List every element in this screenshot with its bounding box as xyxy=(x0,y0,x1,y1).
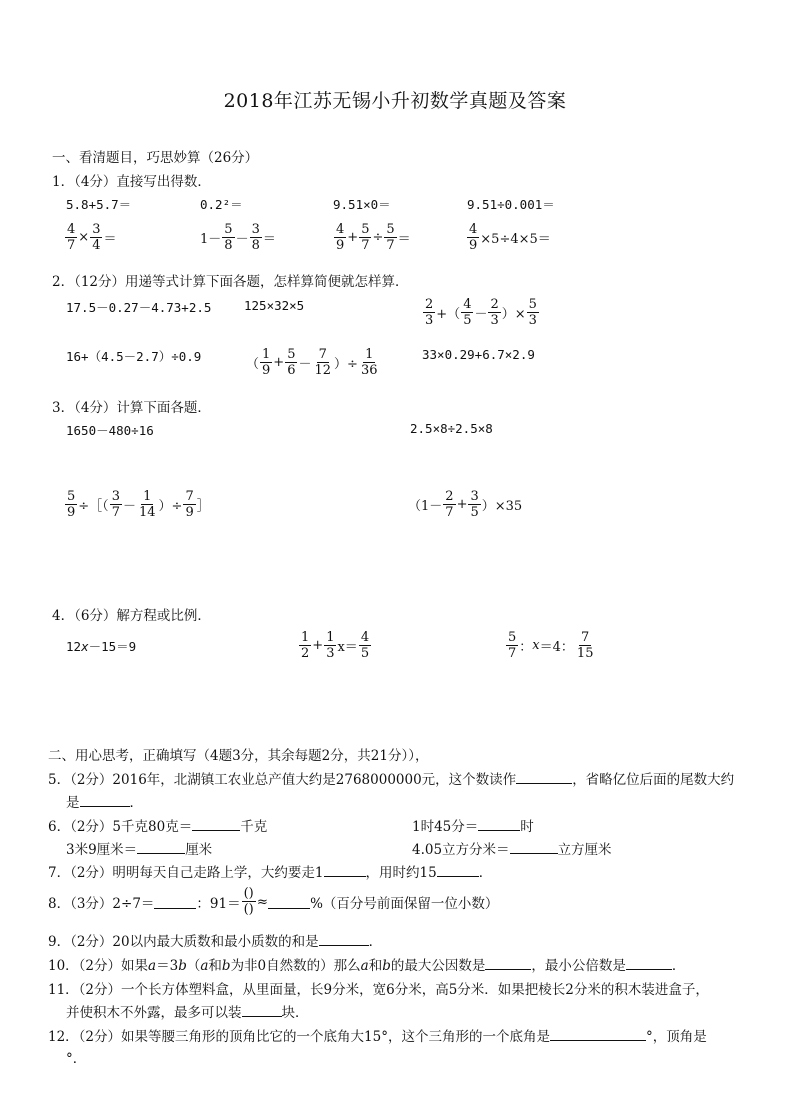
q12-line-1: 12．（2分）如果等腰三角形的顶角比它的一个底角大15°，这个三角形的一个底角是 °，顶角是 xyxy=(48,1029,707,1045)
q1-expr-2: 0.2²＝ xyxy=(200,197,243,212)
q11-line-1: 11．（2分）一个长方体塑料盒，从里面量，长9分米，宽6分米，高5分米．如果把棱长2分米的积木装进盒子， xyxy=(48,982,709,998)
q7-line: 7．（2分）明明每天自己走路上学，大约要走1 ，用时约15 ． xyxy=(48,865,493,881)
q4-expr-1: 12x－15＝9 xyxy=(66,639,137,654)
q11-line-2: 并使积木不外露，最多可以装 块． xyxy=(66,1005,309,1021)
q6-answer-blank-1[interactable] xyxy=(192,817,240,831)
q1-label: 1．（4分）直接写出得数． xyxy=(52,174,211,190)
q4-expr-2: 1 2 + $\frac{1}{3}$ x＝ 4 5 xyxy=(301,630,370,661)
q7-answer-blank-2[interactable] xyxy=(437,863,479,877)
q1-expr-7: 4 9 + $\frac{5}{7}$ ÷ $\frac{5}{7}$ ＝ xyxy=(336,222,411,253)
q10-line: 10．（2分）如果a＝3b（a和b为非0自然数的）那么a和b的最大公因数是 ，最小公倍数是 ． xyxy=(48,958,686,974)
q3-expr-2: 2.5×8÷2.5×8 xyxy=(410,421,493,436)
q3-expr-1: 1650－480÷16 xyxy=(66,423,154,438)
q2-expr-3: 2 3 +（ 4 5 － 2 3 ）× $\frac{5}{3}$ xyxy=(425,297,537,328)
q2-expr-5: （ 1 9 + $\frac{5}{6}$ － 7 12 ）÷ $\frac{1}{36}$ xyxy=(246,347,378,378)
q2-label: 2．（12分）用递等式计算下面各题，怎样算简便就怎样算． xyxy=(52,274,409,290)
q3-expr-3: $\frac{5}{9}$ ÷［（ 3 7 － 1 14 ）÷ $\frac{7}{9}$ ］ xyxy=(67,489,210,520)
q6-answer-blank-4[interactable] xyxy=(510,840,558,854)
q3-label: 3．（4分）计算下面各题． xyxy=(52,400,211,416)
q3-expr-4: （1－ 2 7 + $\frac{3}{5}$ ）×35 xyxy=(408,489,523,520)
q5-answer-blank-2[interactable] xyxy=(80,793,130,807)
q4-expr-3: 5 7 ： x ＝4： 7 15 xyxy=(508,630,594,661)
q6-answer-blank-3[interactable] xyxy=(137,840,185,854)
q6-line-1b: 1时45分＝ 时 xyxy=(412,819,534,835)
q1-expr-8: $\frac{4}{9}$ ×5÷4×5＝ xyxy=(469,222,551,253)
q8-answer-blank-1[interactable] xyxy=(154,895,196,909)
q5-line-1: 5．（2分）2016年，北湖镇工农业总产值大约是2768000000元，这个数读作 ，省略亿位后面的尾数大约 xyxy=(48,772,735,788)
page-title: 2018年江苏无锡小升初数学真题及答案 xyxy=(223,90,567,112)
q8-line: 8．（3分）2÷7＝ ：91＝ () () ≈ %（百分号前面保留一位小数） xyxy=(48,886,499,917)
q6-line-1a: 6．（2分）5千克80克＝ 千克 xyxy=(48,819,268,835)
q1-expr-5: $\frac{4}{7}$ × $\frac{3}{4}$ ＝ xyxy=(67,222,117,253)
q4-label: 4．（6分）解方程或比例． xyxy=(52,608,211,624)
q2-expr-1: 17.5－0.27－4.73+2.5 xyxy=(66,300,212,315)
q11-answer-blank[interactable] xyxy=(242,1003,282,1017)
q2-expr-2: 125×32×5 xyxy=(244,298,305,313)
q6-answer-blank-2[interactable] xyxy=(478,817,520,831)
q2-expr-4: 16+（4.5－2.7）÷0.9 xyxy=(66,349,202,364)
q12-line-2: °． xyxy=(66,1051,87,1067)
q2-expr-6: 33×0.29+6.7×2.9 xyxy=(422,347,535,362)
q9-answer-blank[interactable] xyxy=(319,932,369,946)
q12-answer-blank-1[interactable] xyxy=(550,1027,646,1041)
q8-answer-blank-2[interactable] xyxy=(268,895,310,909)
q1-expr-6: 1－ 5 8 － 3 8 ＝ xyxy=(200,222,276,253)
q10-answer-blank-2[interactable] xyxy=(626,956,672,970)
section-1-heading: 一、看清题目，巧思妙算（26分） xyxy=(52,150,259,166)
q1-expr-3: 9.51×0＝ xyxy=(333,197,391,212)
q6-line-2a: 3米9厘米＝ 厘米 xyxy=(66,842,213,858)
q5-answer-blank-1[interactable] xyxy=(516,770,572,784)
q6-line-2b: 4.05立方分米＝ 立方厘米 xyxy=(412,842,612,858)
q7-answer-blank-1[interactable] xyxy=(324,863,366,877)
q5-line-2: 是 ． xyxy=(66,795,143,811)
q9-line: 9．（2分）20以内最大质数和最小质数的和是 ． xyxy=(48,934,383,950)
q1-expr-1: 5.8+5.7＝ xyxy=(66,197,132,212)
section-2-heading: 二、用心思考，正确填写（4题3分，其余每题2分，共21分））， xyxy=(48,748,429,764)
q10-answer-blank-1[interactable] xyxy=(485,956,531,970)
q1-expr-4: 9.51÷0.001＝ xyxy=(467,197,555,212)
